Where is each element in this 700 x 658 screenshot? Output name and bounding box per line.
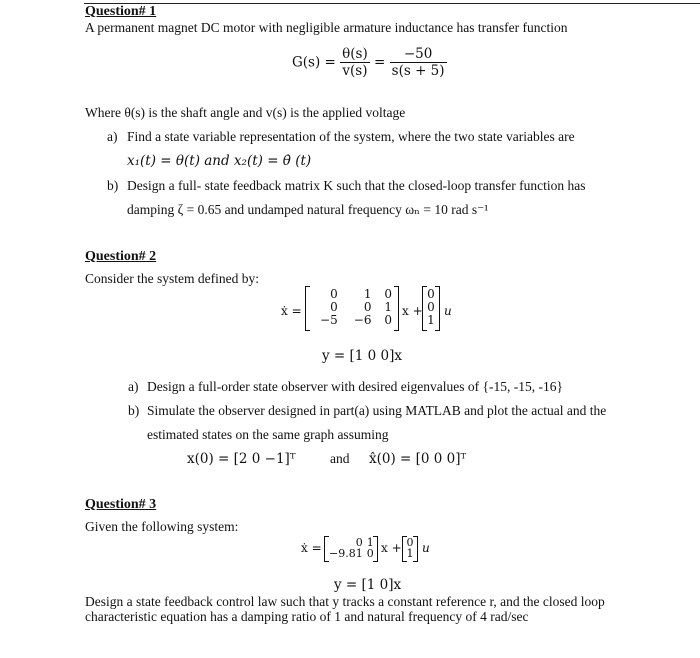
q1-a-label: a) (107, 129, 118, 144)
q2-xdot: ẋ = (281, 304, 302, 318)
top-rule (84, 3, 700, 4)
q2-b-text1: Simulate the observer designed in part(a) using MATLAB and plot the actual and the (147, 403, 607, 418)
q2-heading: Question# 2 (85, 249, 157, 264)
matrix-cell: 1 (366, 536, 374, 549)
matrix-cell: 0 (363, 300, 372, 314)
q3-matrix-b (402, 536, 418, 562)
matrix-cell: −9.81 (329, 547, 363, 560)
matrix-cell: −6 (353, 313, 372, 327)
q3-text1: Design a state feedback control law such that y tracks a constant reference r, and the closed loop (85, 594, 605, 609)
matrix-cell: 0 (384, 313, 392, 327)
tf-lhs: G(s) = (292, 54, 336, 71)
q1-b-label: b) (107, 178, 119, 193)
q3-intro: Given the following system: (85, 519, 239, 534)
matrix-cell: 1 (384, 300, 392, 314)
q1-transfer-function (292, 46, 447, 79)
q1-a-text: Find a state variable representation of the system, where the two state variables are (127, 129, 575, 144)
q1-b-text: Design a full- state feedback matrix K such that the closed-loop transfer function has (127, 178, 586, 193)
matrix-cell: 0 (427, 287, 435, 301)
q1-heading: Question# 1 (85, 4, 157, 19)
tf-fraction-2: $\frac{-50}{s(s + 5)}$ (391, 46, 445, 79)
q2-initial-xhat: x̂(0) = [0 0 0]ᵀ (369, 451, 467, 467)
q1-b-spec: damping ζ = 0.65 and undamped natural frequency ωₙ = 10 rad s⁻¹ (127, 202, 489, 217)
q2-a-text: Design a full-order state observer with desired eigenvalues of {-15, -15, -16} (147, 379, 563, 394)
q3-u: u (422, 541, 430, 555)
matrix-cell: 0 (384, 287, 392, 301)
q3-text2: characteristic equation has a damping ratio of 1 and natural frequency of 4 rad/sec (85, 609, 529, 624)
q2-output-eq: y = [1 0 0]x (322, 348, 403, 364)
q2-initial-x: x(0) = [2 0 −1]ᵀ (187, 451, 296, 467)
q3-x-plus: x + (381, 541, 402, 555)
matrix-cell: 0 (330, 287, 338, 301)
q2-intro: Consider the system defined by: (85, 271, 259, 286)
q3-heading: Question# 3 (85, 497, 157, 512)
q2-and: and (330, 451, 350, 466)
q2-u: u (444, 304, 452, 318)
matrix-cell: 0 (366, 547, 374, 560)
matrix-cell: −5 (320, 313, 338, 327)
q3-xdot: ẋ = (301, 541, 322, 555)
q2-b-label: b) (128, 403, 140, 418)
matrix-cell: 1 (427, 313, 435, 327)
tf-fraction-1: $\frac{\theta(s)}{v(s)}$ (342, 46, 368, 79)
q3-output-eq: y = [1 0]x (334, 577, 402, 593)
q2-a-label: a) (128, 379, 139, 394)
tf-eq: = (374, 54, 386, 71)
q2-x-plus: x + (402, 304, 423, 318)
q2-matrix-a (305, 286, 399, 331)
q2-matrix-b (422, 286, 440, 331)
matrix-cell: 0 (406, 536, 414, 549)
matrix-cell: 0 (330, 300, 338, 314)
matrix-cell: 1 (363, 287, 372, 301)
matrix-cell: 0 (355, 536, 363, 549)
matrix-cell: 1 (406, 547, 414, 560)
matrix-cell: 0 (427, 300, 435, 314)
q3-matrix-a (324, 536, 378, 562)
q2-b-text2: estimated states on the same graph assuming (147, 427, 389, 442)
q1-where: Where θ(s) is the shaft angle and v(s) is the applied voltage (85, 105, 406, 120)
q1-a-vars: x₁(t) = θ(t) and x₂(t) = θ̇ (t) (127, 153, 312, 169)
q1-intro: A permanent magnet DC motor with negligible armature inductance has transfer function (85, 20, 568, 35)
